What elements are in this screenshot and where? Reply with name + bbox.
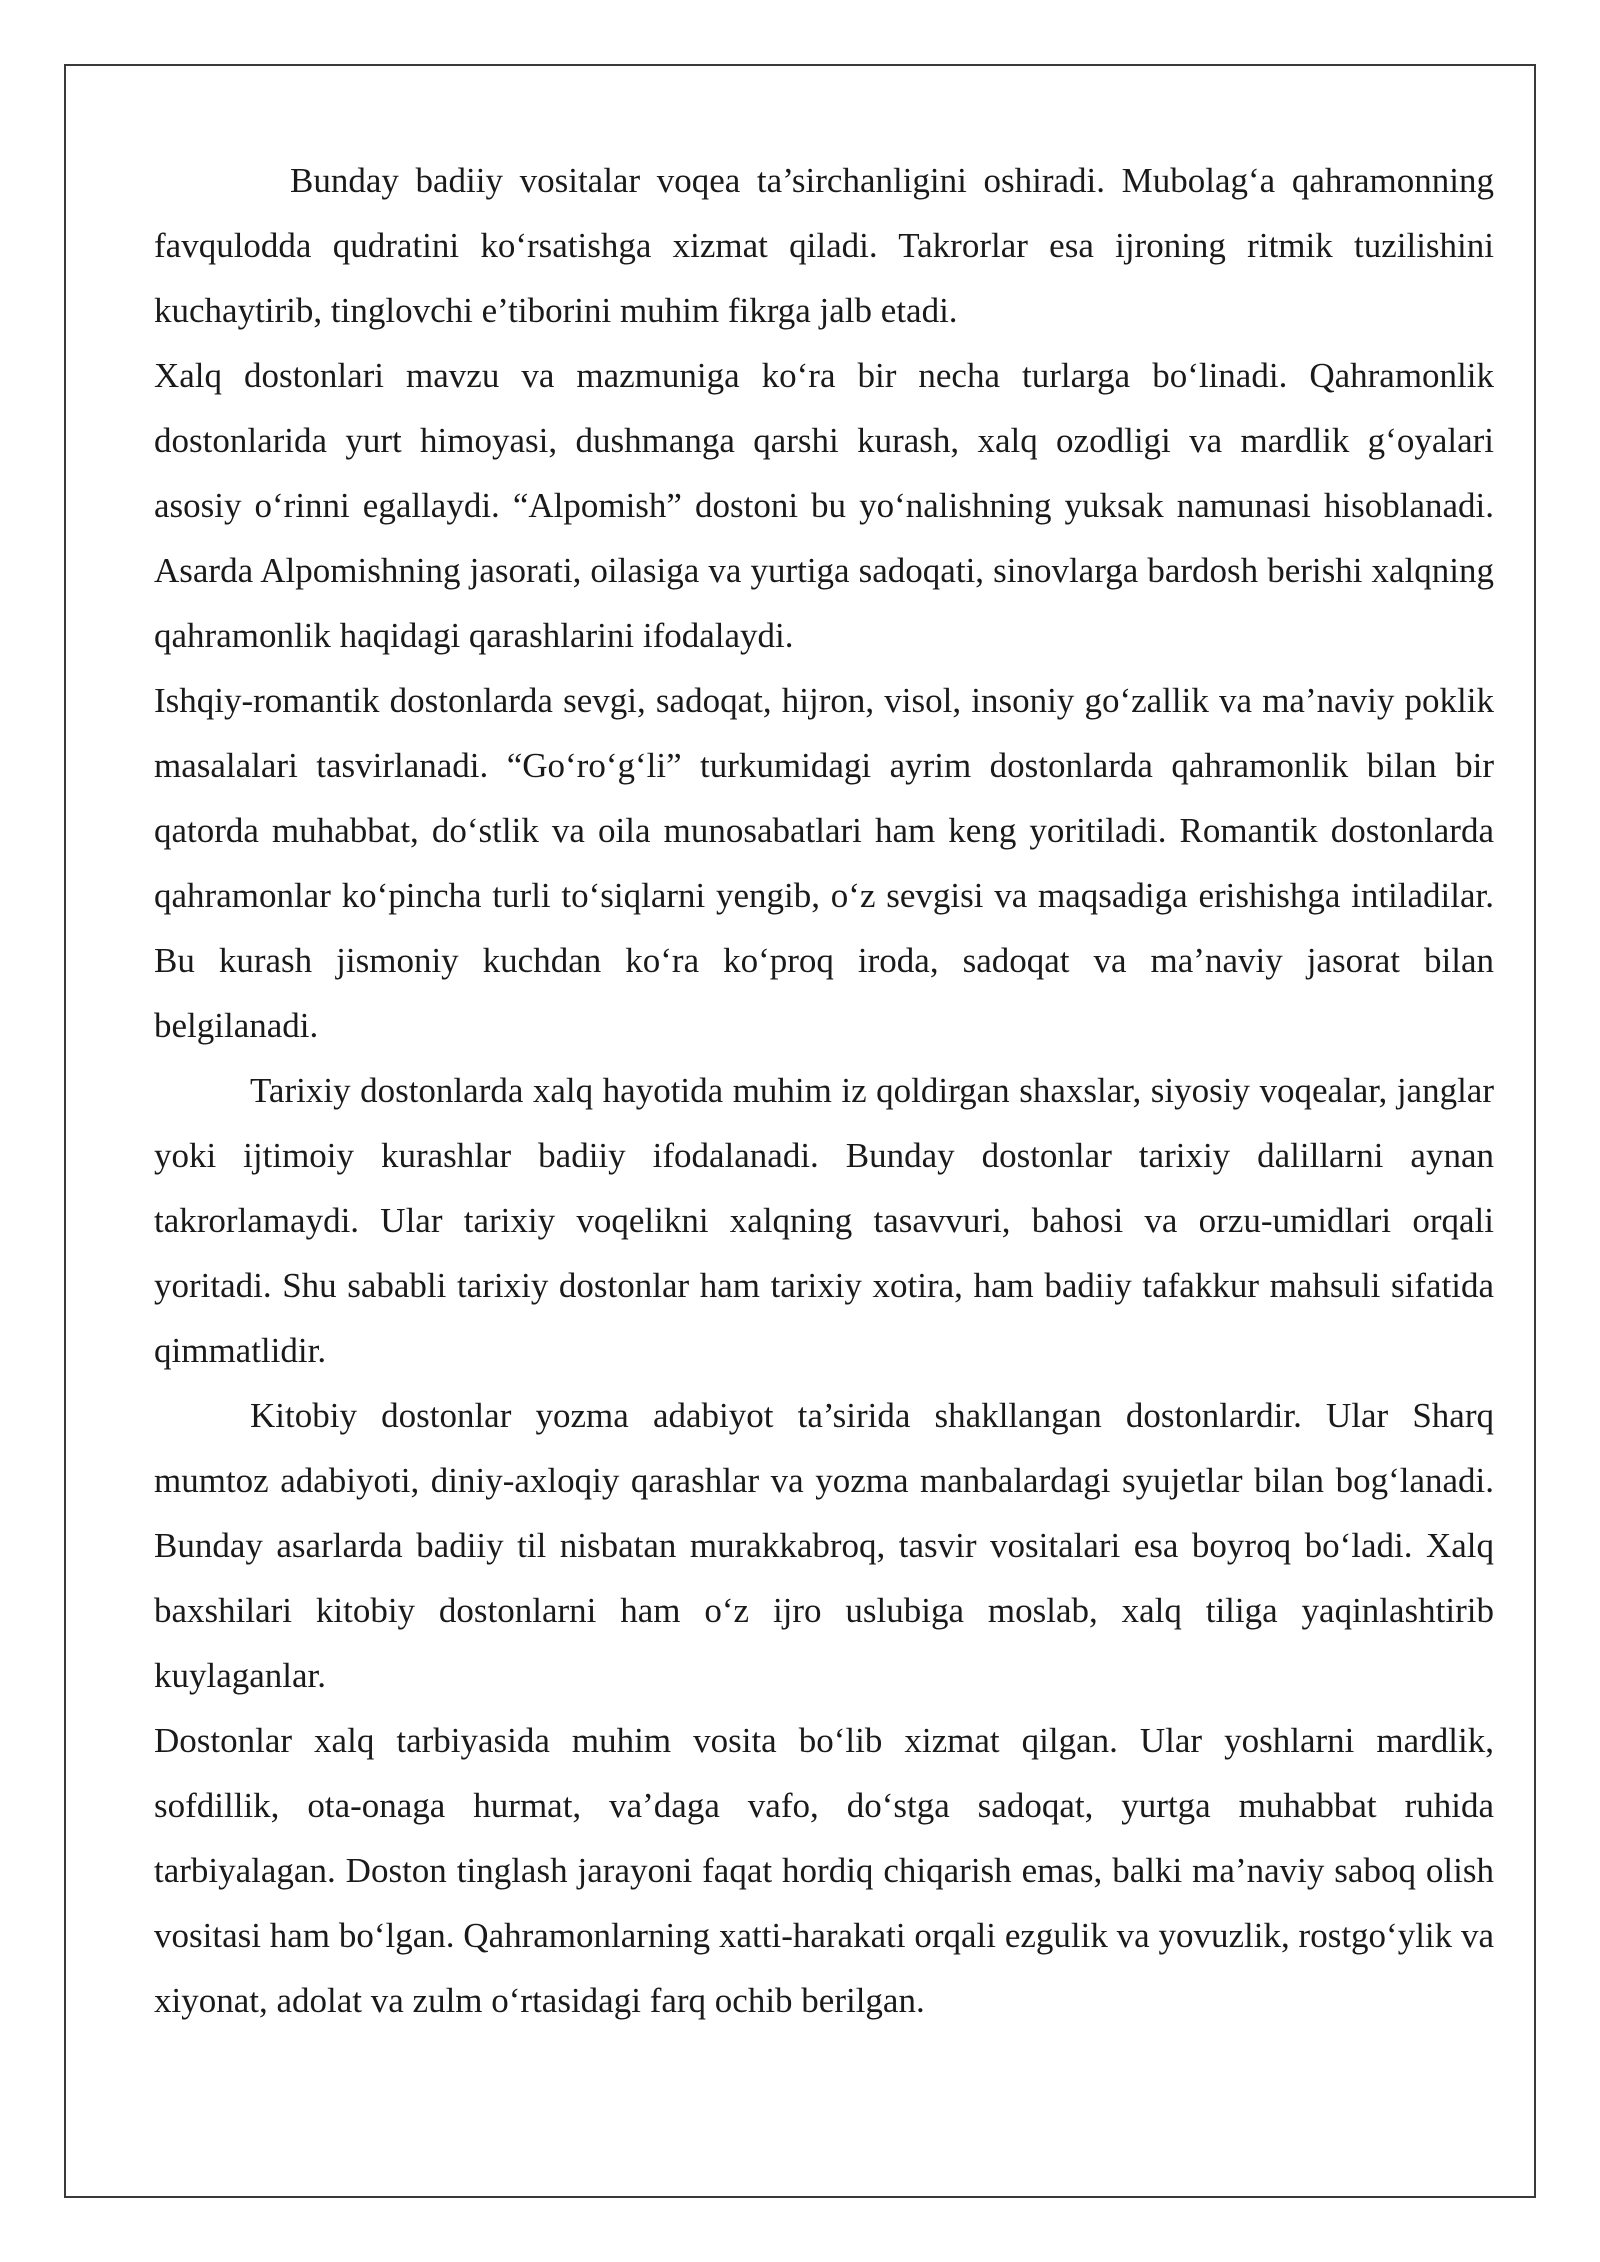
paragraph-educational-role: Dostonlar xalq tarbiyasida muhim vosita bo‘lib xizmat qilgan. Ular yoshlarni mardlik, sofdillik, ota-onaga hurmat, va’daga vafo, do‘stga sadoqat, yurtga muhabbat ruhida tarbiyalagan. Doston tinglash jarayoni faqat hordiq chiqarish emas, balki ma’naviy saboq olish vositasi ham bo‘lgan. Qahramonlarning xatti-harakati orqali ezgulik va yovuzlik, rostgo‘ylik va xiyonat, adolat va zulm o‘rtasidagi farq ochib berilgan.: [154, 1721, 1494, 2020]
paragraph-stylistic-devices: Bunday badiiy vositalar voqea ta’sirchanligini oshiradi. Mubolag‘a qahramonning favqulodda qudratini ko‘rsatishga xizmat qiladi. Takrorlar esa ijroning ritmik tuzilishini kuchaytirib, tinglovchi e’tiborini muhim fikrga jalb etadi.: [154, 161, 1494, 330]
paragraph-literary-epics: Kitobiy dostonlar yozma adabiyot ta’sirida shakllangan dostonlardir. Ular Sharq mumtoz adabiyoti, diniy-axloqiy qarashlar va yozma manbalardagi syujetlar bilan bog‘lanadi. Bunday asarlarda badiiy til nisbatan murakkabroq, tasvir vositalari esa boyroq bo‘ladi. Xalq baxshilari kitobiy dostonlarni ham o‘z ijro uslubiga moslab, xalq tiliga yaqinlashtirib kuylaganlar.: [154, 1396, 1494, 1695]
paragraph-romantic-epics: Ishqiy-romantik dostonlarda sevgi, sadoqat, hijron, visol, insoniy go‘zallik va ma’naviy poklik masalalari tasvirlanadi. “Go‘ro‘g‘li” turkumidagi ayrim dostonlarda qahramonlik bilan bir qatorda muhabbat, do‘stlik va oila munosabatlari ham keng yoritiladi. Romantik dostonlarda qahramonlar ko‘pincha turli to‘siqlarni yengib, o‘z sevgisi va maqsadiga erishishga intiladilar. Bu kurash jismoniy kuchdan ko‘ra ko‘proq iroda, sadoqat va ma’naviy jasorat bilan belgilanadi.: [154, 681, 1494, 1045]
paragraph-historical-epics: Tarixiy dostonlarda xalq hayotida muhim iz qoldirgan shaxslar, siyosiy voqealar, janglar yoki ijtimoiy kurashlar badiiy ifodalanadi. Bunday dostonlar tarixiy dalillarni aynan takrorlamaydi. Ular tarixiy voqelikni xalqning tasavvuri, bahosi va orzu-umidlari orqali yoritadi. Shu sababli tarixiy dostonlar ham tarixiy xotira, ham badiiy tafakkur mahsuli sifatida qimmatlidir.: [154, 1071, 1494, 1370]
paragraph-heroic-epics: Xalq dostonlari mavzu va mazmuniga ko‘ra bir necha turlarga bo‘linadi. Qahramonlik dostonlarida yurt himoyasi, dushmanga qarshi kurash, xalq ozodligi va mardlik g‘oyalari asosiy o‘rinni egallaydi. “Alpomish” dostoni bu yo‘nalishning yuksak namunasi hisoblanadi. Asarda Alpomishning jasorati, oilasiga va yurtiga sadoqati, sinovlarga bardosh berishi xalqning qahramonlik haqidagi qarashlarini ifodalaydi.: [154, 356, 1494, 655]
document-body: [154, 148, 1494, 2033]
